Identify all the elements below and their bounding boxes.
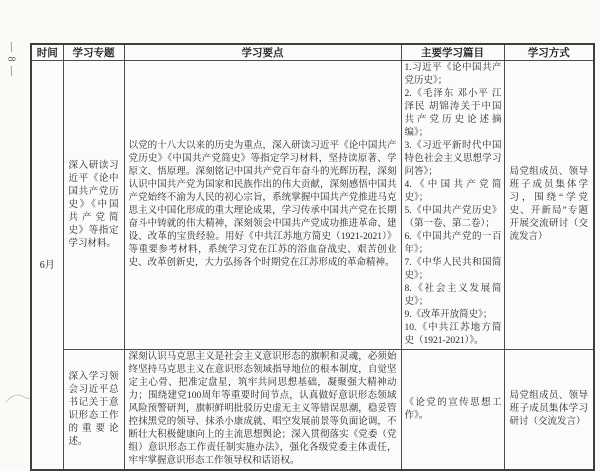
material-item: 6.《中国共产党的一百年》；: [404, 232, 502, 255]
table-row: [31, 61, 594, 350]
material-item: 1.习近平《论中国共产党历史》；: [404, 63, 502, 86]
cell-time: 6月: [31, 61, 63, 471]
page-number: — 8 —: [5, 42, 17, 77]
material-item: 2.《毛泽东 邓小平 江泽民 胡锦涛关于中国共产党历史论述摘编》；: [404, 89, 502, 138]
cell-materials-2: [401, 350, 504, 471]
cell-points-2: 深刻认识马克思主义是社会主义意识形态的旗帜和灵魂，必须始终坚持马克思主义在意识形态领域指导地位的根本制度，自觉坚定主心骨、把准定盘星，筑牢共同思想基础，凝聚强大精神动力；围绕建党100周年等重要时间节点，认真做好意识形态领域风险预警研判，旗帜鲜明批驳历史虚无主义等错误思潮，稳妥管控抹黑党的领导、抹杀小康成就、唱空发展前景等负面论调，不断壮大积极健康向上的主流思想舆论；深入贯彻落实《党委（党组）意识形态工作责任制实施办法》，强化各级党委主体责任，牢牢掌握意识形态工作领导权和话语权。: [124, 350, 401, 471]
cell-materials-1: [401, 61, 504, 350]
col-header-method: 学习方式: [504, 44, 594, 61]
col-header-points: 学习要点: [124, 44, 401, 61]
cell-method-1: 局党组成员、领导班子成员集体学习，围绕“学党史、开新局”专题开展交流研讨（交流发言）: [504, 61, 594, 350]
material-item: 10.《中共江苏地方简史（1921-2021）》。: [404, 323, 502, 346]
cell-topic-2: 深入学习领会习近平总书记关于意识形态工作的重要论述。: [63, 350, 124, 471]
table-row: [31, 350, 594, 471]
study-schedule-table: [30, 43, 595, 471]
cell-topic-1: 深入研读习近平《论中国共产党历史》《中国共产党简史》等指定学习材料。: [63, 61, 124, 350]
material-item: 3.《习近平新时代中国特色社会主义思想学习问答》；: [404, 141, 502, 177]
col-header-time: 时间: [31, 44, 63, 61]
col-header-materials: 主要学习篇目: [401, 44, 504, 61]
material-item: 《论党的宣传思想工作》。: [404, 397, 502, 421]
material-item: 9.《改革开放简史》；: [404, 310, 493, 320]
material-item: 4.《中国共产党简史》；: [404, 180, 502, 203]
material-item: 5.《中国共产党历史》（第一卷、第二卷）；: [404, 206, 502, 229]
material-item: 8.《社会主义发展简史》；: [404, 284, 502, 307]
cell-points-1: 以党的十八大以来的历史为重点，深入研读习近平《论中国共产党历史》《中国共产党简史》等指定学习材料，坚持读原著、学原文、悟原理。深刻铭记中国共产党百年奋斗的光辉历程，深刻认识中国共产党为国家和民族作出的伟大贡献，深刻感悟中国共产党始终不渝为人民的初心宗旨，系统掌握中国共产党推进马克思主义中国化形成的重大理论成果，学习传承中国共产党在长期奋斗中铸就的伟大精神，深刻领会中国共产党成功推进革命、建设、改革的宝贵经验。用好《中共江苏地方简史（1921-2021）》等重要参考材料，系统学习党在江苏的浴血奋战史、艰苦创业史、改革创新史，大力弘扬各个时期党在江苏形成的革命精神。: [124, 61, 401, 350]
header-row: [31, 44, 594, 61]
material-item: 7.《中华人民共和国简史》；: [404, 258, 502, 281]
col-header-topic: 学习专题: [63, 44, 124, 61]
cell-method-2: 局党组成员、领导班子成员集体学习研讨（交流发言）: [504, 350, 594, 471]
